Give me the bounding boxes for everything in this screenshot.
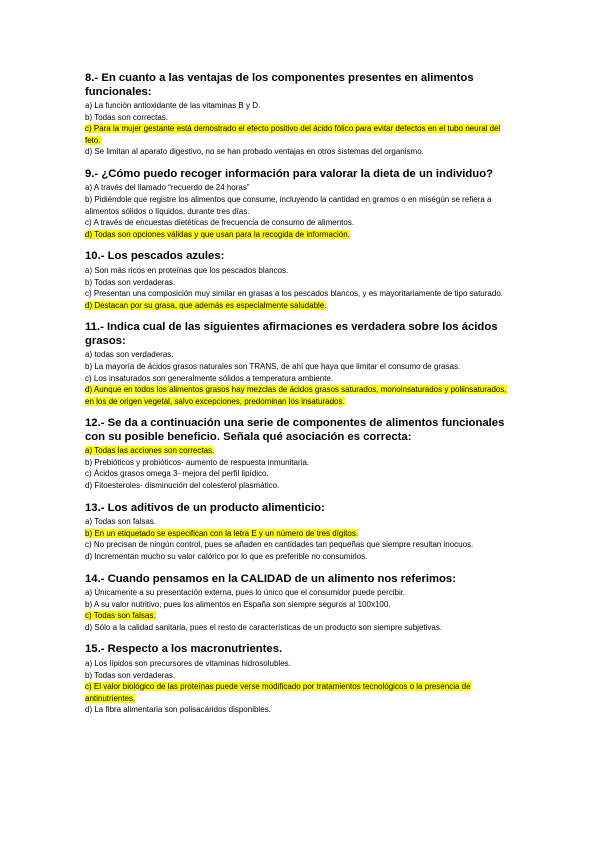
answer-option xyxy=(85,265,515,277)
answer-option xyxy=(85,194,515,217)
answer-text: d) Se limitan al aparato digestivo, no se han probado ventajas en otros sistemas del organismo. xyxy=(85,147,424,157)
answer-option xyxy=(85,288,515,300)
question-block xyxy=(85,168,599,240)
question-title: 15.- Respecto a los macronutrientes. xyxy=(85,643,283,656)
question-title: 14.- Cuando pensamos en la CALIDAD de un alimento nos referimos: xyxy=(85,572,456,585)
answer-option xyxy=(85,349,515,361)
answer-option xyxy=(85,445,515,457)
answer-text: d) Sólo a la calidad sanitaria, pues el resto de características de un producto son siempre subjetivas. xyxy=(85,622,443,632)
answer-text: b) A su valor nutritivo, pues los alimentos en España son siempre seguros al 100x100. xyxy=(85,599,391,609)
answer-option xyxy=(85,146,515,158)
answer-option xyxy=(85,217,515,229)
answer-option xyxy=(85,468,515,480)
answer-text: d) Fitoesteroles- disminución del colesterol plasmático. xyxy=(85,481,280,491)
question-title: 8.- En cuanto a las ventajas de los componentes presentes en alimentos funcionales: xyxy=(85,72,474,98)
answer-text: a) todas son verdaderas. xyxy=(85,350,174,360)
answer-text: b) Todas son verdaderas. xyxy=(85,670,176,680)
highlighted-answer-text: c) Para la mujer gestante está demostrado el efecto positivo del ácido fólico para evitar defectos en el tubo neural del feto. xyxy=(85,124,501,145)
answer-text: c) No precisan de ningún control, pues se añaden en cantidades tan pequeñas que siempre resultan inocuos. xyxy=(85,540,474,550)
answer-text: b) Todas son verdaderas. xyxy=(85,277,176,287)
question-block xyxy=(85,321,599,407)
answer-option xyxy=(85,182,515,194)
answer-text: c) Presentan una composición muy similar en grasas a los pescados blancos, y es mayoritariamente de tipo saturado. xyxy=(85,289,503,299)
answer-text: b) La mayoría de ácidos grasos naturales son TRANS, de ahí que haya que limitar el consumo de grasas. xyxy=(85,361,461,371)
answer-text: c) Los insaturados son generalmente sólidos a temperatura ambiente. xyxy=(85,373,334,383)
answer-option xyxy=(85,622,515,634)
answer-option xyxy=(85,384,515,407)
answer-option xyxy=(85,658,515,670)
answer-text: a) Todas son falsas. xyxy=(85,517,157,527)
question-block xyxy=(85,573,599,634)
question-block xyxy=(85,72,599,158)
answer-option xyxy=(85,229,515,241)
highlighted-answer-text: c) Todas son falsas. xyxy=(85,611,156,621)
answer-option xyxy=(85,704,515,716)
answer-text: d) Incrementan mucho su valor calórico por lo que es preferible no consumirlos. xyxy=(85,551,368,561)
question-block xyxy=(85,417,599,491)
question-title: 13.- Los aditivos de un producto alimenticio: xyxy=(85,501,325,514)
highlighted-answer-text: a) Todas las acciones son correctas. xyxy=(85,446,215,456)
answer-text: a) Los lípidos son precursores de vitaminas hidrosolubles. xyxy=(85,658,291,668)
answer-option xyxy=(85,361,515,373)
answer-option xyxy=(85,112,515,124)
answer-option xyxy=(85,300,515,312)
answer-option xyxy=(85,528,515,540)
answer-text: c) A través de encuestas dietéticas de frecuencia de consumo de alimentos. xyxy=(85,218,355,228)
answer-text: b) Pidiéndole que registre los alimentos que consume, incluyendo la cantidad en gramos o en miségún se refiera a alimentos sólidos o líquidos, durante tres días. xyxy=(85,195,492,216)
question-block xyxy=(85,643,599,715)
answer-option xyxy=(85,587,515,599)
answer-option xyxy=(85,100,515,112)
question-title: 11.- Indica cual de las siguientes afirmaciones es verdadera sobre los ácidos grasos: xyxy=(85,321,498,347)
answer-option xyxy=(85,610,515,622)
highlighted-answer-text: d) Destacan por su grasa, que además es especialmente saludable. xyxy=(85,300,327,310)
answer-text: a) La función antioxidante de las vitaminas B y D. xyxy=(85,101,261,110)
answer-option xyxy=(85,516,515,528)
answer-option xyxy=(85,373,515,385)
question-title: 9.- ¿Cómo puedo recoger información para valorar la dieta de un individuo? xyxy=(85,167,494,180)
answer-text: c) Ácidos grasos omega 3- mejora del perfil lipídico. xyxy=(85,469,269,479)
answer-option xyxy=(85,599,515,611)
answer-option xyxy=(85,551,515,563)
answer-text: a) Son más ricos en proteínas que los pescados blancos. xyxy=(85,265,289,275)
answer-text: a) Únicamente a su presentación externa, pues lo único que el consumidor puede percibir. xyxy=(85,588,406,598)
answer-text: a) A través del llamado “recuerdo de 24 horas” xyxy=(85,183,250,193)
answer-option xyxy=(85,539,515,551)
answer-option xyxy=(85,457,515,469)
highlighted-answer-text: b) En un etiquetado se especifican con la letra E y un número de tres dígitos. xyxy=(85,528,359,538)
question-block xyxy=(85,250,599,311)
answer-option xyxy=(85,277,515,289)
answer-option xyxy=(85,681,515,704)
answer-text: b) Prebióticos y probióticos- aumento de respuesta inmunitaria. xyxy=(85,457,310,467)
highlighted-answer-text: c) El valor biológico de las proteínas puede verse modificado por tratamientos tecnológicos o la presencia de antinutrientes. xyxy=(85,682,471,703)
answer-option xyxy=(85,480,515,492)
answer-text: d) La fibra alimentaria son polisacáridos disponibles. xyxy=(85,705,271,715)
question-title: 12.- Se da a continuación una serie de componentes de alimentos funcionales con su posible beneficio. Señala qué asociación es correcta: xyxy=(85,417,505,443)
answer-option xyxy=(85,670,515,682)
highlighted-answer-text: d) Todas son opciones válidas y que usan para la recogida de información. xyxy=(85,229,350,239)
answer-text: b) Todas son correctas. xyxy=(85,112,169,122)
answer-option xyxy=(85,123,515,146)
highlighted-answer-text: d) Aunque en todos los alimentos grasos hay mezclas de ácidos grasos saturados, monoinsaturados y poliinsaturados, en los de origen vegetal, salvo excepciones, predominan los insaturados. xyxy=(85,385,507,406)
question-title: 10.- Los pescados azules: xyxy=(85,250,225,263)
question-block xyxy=(85,502,599,563)
